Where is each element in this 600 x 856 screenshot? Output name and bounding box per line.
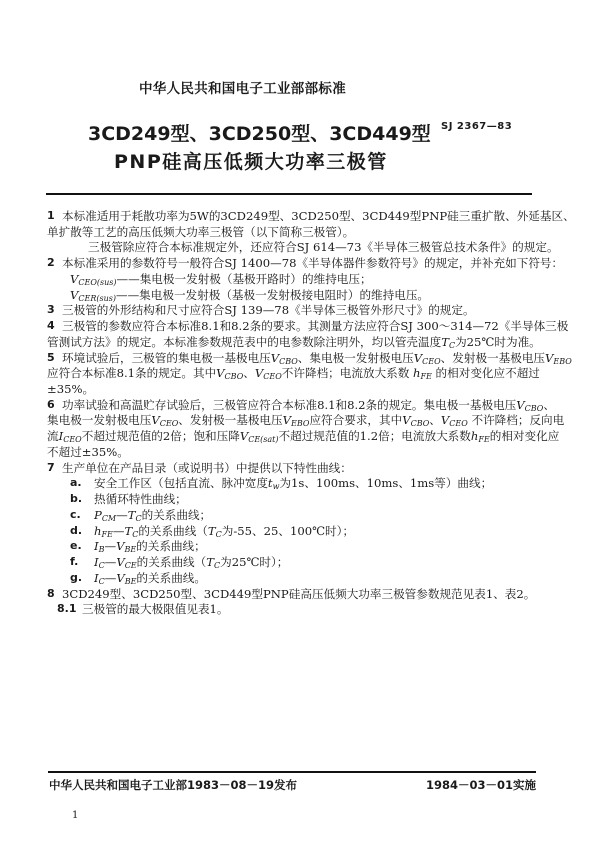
symbol-subscript: CBO	[410, 419, 430, 429]
symbol-letter: T	[206, 555, 214, 570]
text-run: 不许降档；电流放大系数	[281, 366, 413, 381]
document-title-line2: PNP硅高压低频大功率三极管	[114, 151, 388, 173]
text-line	[88, 239, 559, 255]
text-run: 、	[543, 397, 555, 412]
symbol-letter: h	[413, 366, 421, 381]
issue-date: 中华人民共和国电子工业部1983－08－19发布	[49, 778, 298, 792]
clause-number: 1	[47, 209, 55, 222]
symbol-letter: h	[94, 523, 102, 538]
symbol-letter: I	[94, 539, 99, 554]
issuing-organization: 中华人民共和国电子工业部部标准	[139, 81, 346, 97]
symbol-letter: V	[516, 397, 525, 412]
text-run: 三极管的外形结构和尺寸应符合SJ 139—78《半导体三极管外形尺寸》的规定。	[62, 303, 475, 318]
text-line	[82, 601, 229, 617]
symbol-letter: T	[127, 507, 136, 522]
symbol-letter: V	[440, 413, 450, 428]
symbol-subscript: CEO	[159, 419, 179, 429]
text-run: 、	[429, 413, 441, 428]
text-run: —	[112, 523, 125, 538]
symbol-subscript: BE	[124, 545, 137, 555]
symbol-subscript: CEO	[263, 372, 282, 382]
symbol	[94, 508, 116, 522]
text-line	[70, 287, 429, 303]
text-line	[47, 224, 354, 240]
text-run: 为25℃时为准。	[455, 334, 541, 349]
symbol	[208, 524, 222, 538]
text-line	[94, 491, 187, 507]
symbol-subscript: CEO	[449, 419, 468, 429]
symbol-letter: P	[94, 507, 102, 522]
text-line	[62, 302, 475, 318]
symbol	[151, 413, 178, 427]
symbol-subscript: CM	[101, 513, 117, 523]
text-run: 热循环特性曲线；	[94, 492, 187, 507]
symbol-letter: h	[470, 429, 479, 444]
text-run: 的关系曲线（	[138, 523, 208, 538]
text-run: 、发射极一基极电压	[178, 413, 283, 428]
text-line	[62, 318, 568, 334]
symbol-letter: V	[402, 413, 411, 428]
symbol-letter: V	[70, 271, 79, 286]
symbol-subscript: B	[98, 545, 105, 555]
text-run: 为1s、100ms、10ms、1ms等）曲线；	[279, 476, 493, 491]
symbol	[59, 429, 82, 443]
symbol	[441, 335, 455, 349]
symbol-subscript: CEO(sus)	[78, 277, 117, 287]
symbol	[70, 272, 117, 286]
symbol	[116, 555, 136, 569]
symbol-letter: V	[545, 350, 554, 365]
text-run: 管测试方法》的规定。本标准参数规范表中的电参数除注明外，均以管壳温度	[47, 334, 442, 349]
text-line	[47, 334, 541, 350]
symbol-subscript: FE	[101, 529, 113, 539]
text-line	[94, 507, 211, 523]
effective-date: 1984－03－01实施	[425, 778, 536, 792]
text-run: 的关系曲线。	[136, 570, 206, 585]
symbol-letter: T	[207, 523, 216, 538]
clause-number: g.	[70, 570, 83, 584]
symbol-subscript: CBO	[279, 356, 298, 366]
symbol-subscript: C	[448, 340, 456, 350]
text-run: 本标准采用的参数符号一般符合SJ 1400—78《半导体器件参数符号》的规定，并补充如下符号：	[62, 256, 564, 271]
symbol	[206, 555, 220, 569]
text-run: 环境试验后，三极管的集电极一基极电压	[62, 350, 271, 365]
symbol	[94, 571, 105, 585]
text-line	[47, 365, 540, 381]
symbol-subscript: CER(sus)	[78, 293, 116, 303]
text-line	[47, 428, 559, 444]
text-run: ±35%。	[47, 382, 95, 397]
text-run: 不超过±35%。	[47, 444, 129, 459]
clause-number: 3	[47, 303, 55, 317]
clause-number: b.	[70, 492, 83, 506]
symbol-subscript: w	[272, 482, 280, 492]
page-number: 1	[72, 810, 79, 821]
symbol-letter: V	[116, 539, 125, 554]
symbol-letter: t	[267, 476, 273, 491]
text-run: ——集电极一发射极（基极一发射极接电阻时）的维持电压。	[115, 287, 430, 302]
symbol-letter: V	[70, 287, 79, 302]
text-run: 的关系曲线；	[136, 539, 206, 554]
symbol-subscript: CEO	[63, 435, 82, 445]
text-run: 三极管的参数应符合本标准8.1和8.2条的要求。其测量方法应符合SJ 300～314—72《半导体三极	[62, 319, 569, 334]
symbol	[240, 429, 279, 443]
clause-number: a.	[70, 476, 82, 490]
text-line	[62, 350, 572, 366]
symbol-letter: V	[254, 366, 264, 381]
symbol-subscript: CEO	[422, 356, 441, 366]
symbol-subscript: BE	[124, 576, 137, 586]
text-line	[62, 586, 535, 602]
text-run: 应符合要求，其中	[309, 413, 403, 428]
symbol	[402, 413, 429, 427]
symbol-letter: V	[239, 429, 249, 444]
text-run: 集电极一发射极电压	[47, 413, 152, 428]
symbol-subscript: C	[215, 529, 222, 539]
text-run: 为-55、25、100℃时）；	[221, 523, 355, 538]
symbol-subscript: CE	[124, 561, 137, 571]
text-line	[94, 554, 288, 570]
text-line	[94, 570, 206, 586]
text-line	[47, 444, 129, 460]
text-run: 不许降档；反向电	[467, 413, 565, 428]
clause-number: 8	[47, 586, 55, 600]
clause-number: 2	[47, 256, 55, 270]
text-run: 、集电极一发射极电压	[297, 350, 414, 365]
text-run: 为25℃时）；	[220, 555, 289, 570]
text-run: 不超过规范值的1.2倍；电流放大系数	[278, 429, 471, 444]
symbol-letter: I	[94, 570, 99, 585]
text-run: 的相对变化应	[489, 429, 560, 444]
text-run: 3CD249型、3CD250型、3CD449型PNP硅高压低频大功率三极管参数规范见表1、表2。	[62, 586, 536, 601]
symbol	[441, 413, 468, 427]
text-run: 安全工作区（包括直流、脉冲宽度	[94, 476, 268, 491]
symbol	[516, 398, 543, 412]
symbol-letter: V	[216, 366, 225, 381]
symbol-subscript: FE	[478, 435, 490, 445]
symbol-letter: T	[124, 523, 133, 538]
symbol	[283, 413, 310, 427]
text-line	[70, 271, 372, 287]
text-line	[94, 475, 492, 491]
text-line	[94, 538, 206, 554]
symbol	[471, 429, 490, 443]
symbol-letter: T	[441, 334, 449, 349]
symbol-subscript: EBO	[291, 419, 310, 429]
text-run: 功率试验和高温贮存试验后，三极管应符合本标准8.1和8.2条的规定。集电极一基极电压	[62, 397, 517, 412]
text-run: ——集电极一发射极（基极开路时）的维持电压；	[116, 271, 372, 286]
footer-divider	[48, 771, 536, 773]
symbol-subscript: FE	[420, 372, 432, 382]
text-line	[62, 397, 555, 413]
symbol-letter: V	[116, 555, 125, 570]
symbol	[413, 366, 432, 380]
text-run: 本标准适用于耗散功率为5W的3CD249型、3CD250型、3CD449型PNP硅三重扩散、外延基区、	[62, 209, 575, 223]
clause-number: 4	[47, 319, 55, 333]
symbol	[216, 366, 243, 380]
clause-number: c.	[70, 507, 81, 521]
symbol-letter: I	[94, 555, 99, 570]
text-run: 的关系曲线；	[141, 507, 212, 522]
symbol	[255, 366, 282, 380]
text-run: —	[116, 507, 128, 522]
symbol-subscript: EBO	[553, 356, 572, 366]
symbol-subscript: C	[132, 529, 139, 539]
symbol	[271, 351, 298, 365]
symbol-letter: I	[58, 429, 64, 444]
text-run: 三极管除应符合本标准规定外，还应符合SJ 614—73《半导体三极管总技术条件》的规定。	[88, 240, 559, 255]
text-line	[62, 208, 575, 224]
text-run: 、发射极一基极电压	[440, 350, 546, 365]
text-run: 流	[47, 429, 59, 444]
symbol-letter: V	[282, 413, 291, 428]
text-run: —	[104, 570, 117, 585]
symbol	[116, 571, 136, 585]
symbol	[128, 508, 142, 522]
symbol-letter: V	[413, 350, 423, 365]
clause-number: e.	[70, 539, 82, 553]
text-run: 、	[243, 366, 255, 381]
text-run: 生产单位在产品目录（或说明书）中提供以下特性曲线：	[62, 460, 352, 475]
symbol-letter: V	[151, 413, 160, 428]
clause-number: f.	[70, 555, 79, 569]
symbol-letter: V	[116, 570, 125, 585]
symbol-subscript: CBO	[524, 403, 544, 413]
symbol-subscript: C	[98, 576, 105, 586]
clause-number: 8.1	[57, 602, 77, 616]
symbol	[70, 288, 116, 302]
symbol-letter: V	[270, 350, 280, 365]
text-run: —	[104, 555, 117, 570]
text-run: —	[104, 539, 117, 554]
text-line	[62, 460, 352, 476]
text-run: 的关系曲线（	[136, 555, 207, 570]
symbol	[94, 555, 105, 569]
header-divider	[46, 193, 532, 195]
symbol-subscript: CBO	[224, 372, 244, 382]
text-line	[47, 381, 94, 397]
document-title-line1: 3CD249型、3CD250型、3CD449型	[88, 123, 431, 145]
text-run: 的相对变化应不超过	[431, 366, 540, 381]
clause-number: 7	[47, 460, 55, 474]
clause-number: d.	[70, 523, 83, 537]
text-run: 单扩散等工艺的高压低频大功率三极管（以下简称三极管）。	[47, 224, 355, 239]
symbol-subscript: C	[213, 561, 221, 571]
text-line	[47, 412, 564, 428]
symbol-subscript: C	[98, 561, 105, 571]
text-line	[62, 255, 563, 271]
symbol	[94, 539, 104, 553]
symbol	[124, 524, 138, 538]
clause-number: 6	[47, 397, 55, 411]
text-run: 应符合本标准8.1条的规定。其中	[47, 366, 217, 381]
symbol	[414, 351, 441, 365]
symbol-subscript: C	[135, 513, 142, 523]
symbol-subscript: CE(sat)	[248, 435, 279, 445]
standard-code: SJ 2367—83	[441, 121, 513, 132]
text-line	[94, 523, 354, 539]
symbol	[116, 539, 136, 553]
symbol	[545, 351, 572, 365]
symbol	[94, 524, 113, 538]
text-run: 不超过规范值的2倍；饱和压降	[81, 429, 240, 444]
symbol	[268, 476, 280, 490]
text-run: 三极管的最大极限值见表1。	[82, 602, 229, 617]
clause-number: 5	[47, 350, 55, 364]
